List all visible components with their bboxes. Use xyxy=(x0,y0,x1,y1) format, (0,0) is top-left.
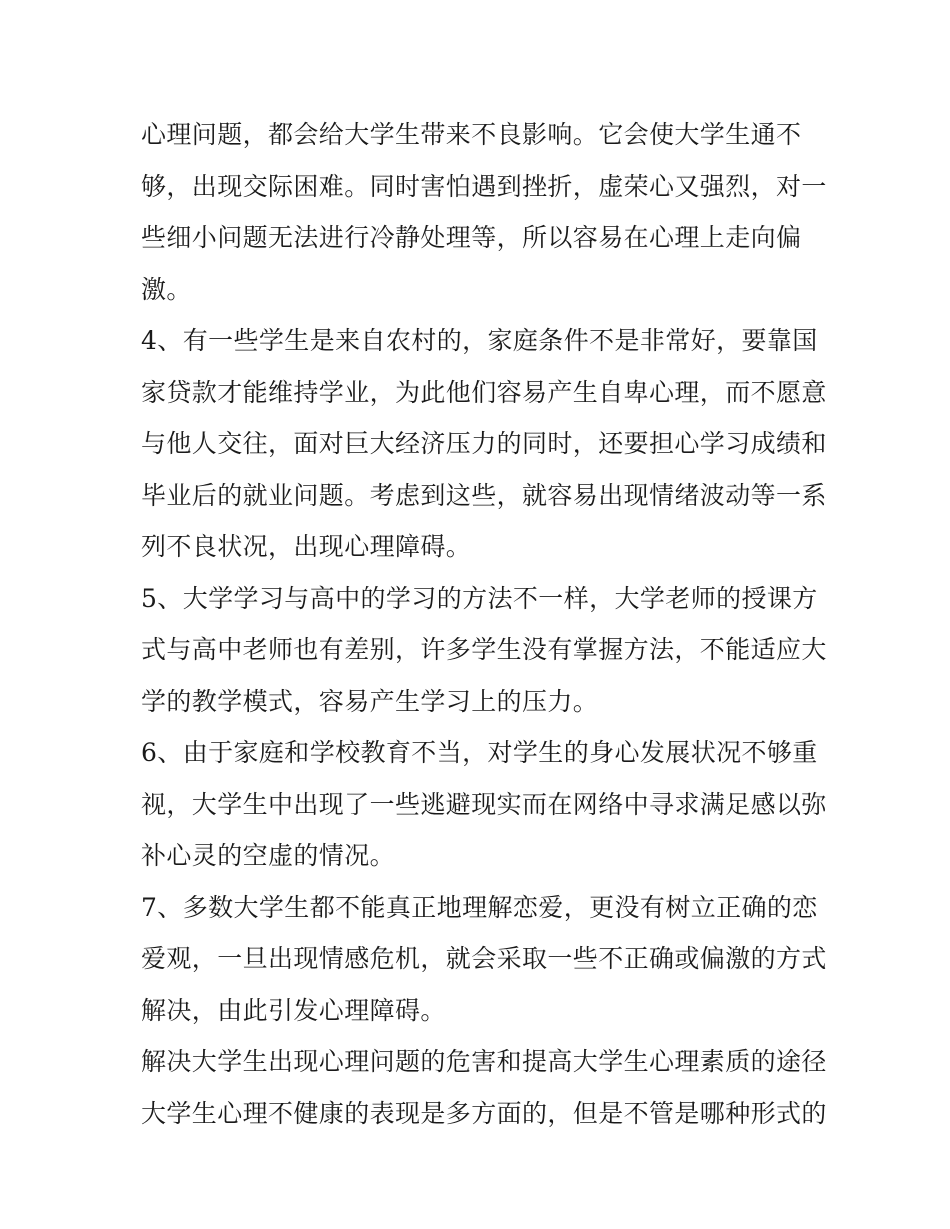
text-line: 列不良状况，出现心理障碍。 xyxy=(141,532,472,561)
text-line: 补心灵的空虚的情况。 xyxy=(141,841,396,870)
text-line: 爱观，一旦出现情感危机，就会采取一些不正确或偏激的方式 xyxy=(141,944,827,973)
text-line: 5、大学学习与高中的学习的方法不一样，大学老师的授课方 xyxy=(141,583,818,613)
text-line: 式与高中老师也有差别，许多学生没有掌握方法，不能适应大 xyxy=(141,635,827,664)
text-line: 毕业后的就业问题。考虑到这些，就容易出现情绪波动等一系 xyxy=(141,480,827,510)
text-line: 心理问题，都会给大学生带来不良影响。它会使大学生通不 xyxy=(141,120,802,149)
section-heading: 解决大学生出现心理问题的危害和提高大学生心理素质的途径 xyxy=(141,1047,827,1076)
document-body xyxy=(141,109,827,1139)
text-line: 解决，由此引发心理障碍。 xyxy=(141,995,446,1025)
text-line: 激。 xyxy=(141,274,192,304)
text-line: 够，出现交际困难。同时害怕遇到挫折，虚荣心又强烈，对一 xyxy=(141,171,827,201)
text-line: 家贷款才能维持学业，为此他们容易产生自卑心理，而不愿意 xyxy=(141,377,827,407)
text-line: 些细小问题无法进行冷静处理等，所以容易在心理上走向偏 xyxy=(141,223,802,252)
text-line: 6、由于家庭和学校教育不当，对学生的身心发展状况不够重 xyxy=(141,738,818,767)
text-line: 4、有一些学生是来自农村的，家庭条件不是非常好，要靠国 xyxy=(141,326,818,355)
text-line: 学的教学模式，容易产生学习上的压力。 xyxy=(141,686,599,716)
text-line: 大学生心理不健康的表现是多方面的，但是不管是哪种形式的 xyxy=(141,1098,827,1128)
text-line: 7、多数大学生都不能真正地理解恋爱，更没有树立正确的恋 xyxy=(141,892,818,922)
text-line: 视，大学生中出现了一些逃避现实而在网络中寻求满足感以弥 xyxy=(141,789,827,819)
text-line: 与他人交往，面对巨大经济压力的同时，还要担心学习成绩和 xyxy=(141,429,827,458)
